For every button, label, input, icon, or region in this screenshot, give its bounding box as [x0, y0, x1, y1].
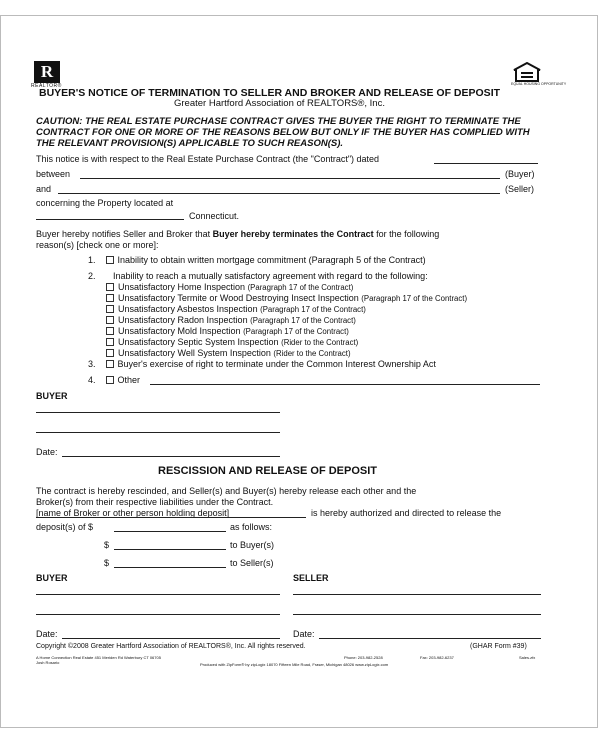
date-field[interactable] — [62, 456, 280, 457]
date-field[interactable] — [62, 638, 280, 639]
sub-reason-checkbox[interactable] — [106, 283, 114, 291]
reason-text: Inability to obtain written mortgage commitment (Paragraph 5 of the Contract) — [117, 255, 426, 265]
sub-reason-text: Unsatisfactory Mold Inspection — [118, 326, 241, 336]
reason-item — [88, 271, 428, 281]
rescission-line3b: is hereby authorized and directed to release the — [311, 508, 502, 518]
buyer-signature-label: BUYER — [36, 573, 68, 583]
sub-reason-checkbox[interactable] — [106, 305, 114, 313]
notice-body — [36, 229, 541, 239]
buyer-tag: (Buyer) — [505, 169, 535, 179]
agent-name: Josh Rosario — [36, 660, 60, 665]
reason-item — [88, 255, 426, 265]
sub-reason-text: Unsatisfactory Home Inspection — [118, 282, 246, 292]
reason-number: 4. — [88, 375, 96, 385]
buyer-amount-field[interactable] — [114, 549, 226, 550]
date-label: Date: — [36, 629, 58, 639]
other-reason-field[interactable] — [150, 384, 540, 385]
sub-reason-ref: (Rider to the Contract) — [281, 338, 359, 347]
sub-reason-text: Unsatisfactory Septic System Inspection — [118, 337, 279, 347]
sub-reason-item — [106, 315, 356, 325]
sub-reason-item — [106, 293, 467, 303]
rescission-line1: The contract is hereby rescinded, and Seller(s) and Buyer(s) hereby release each other and the — [36, 486, 417, 496]
seller-name-field[interactable] — [58, 193, 500, 194]
reason-text: Inability to reach a mutually satisfactory agreement with regard to the following: — [113, 271, 428, 281]
reason-item — [88, 375, 140, 385]
sub-reason-text: Unsatisfactory Well System Inspection — [118, 348, 271, 358]
seller-tag: (Seller) — [505, 184, 535, 194]
state-label: Connecticut. — [189, 211, 240, 221]
realtor-logo: R — [34, 61, 60, 83]
sub-reason-checkbox[interactable] — [106, 338, 114, 346]
rescission-line2: Broker(s) from their respective liabilities under the Contract. — [36, 497, 274, 507]
realtor-logo-caption: REALTOR® — [31, 83, 62, 89]
sub-reason-text: Unsatisfactory Termite or Wood Destroying Insect Inspection — [118, 293, 359, 303]
reason-item — [88, 359, 436, 369]
sub-reason-checkbox[interactable] — [106, 327, 114, 335]
reason-checkbox[interactable] — [106, 256, 114, 264]
broker-name-field[interactable] — [36, 517, 306, 518]
sub-reason-item — [106, 348, 351, 358]
reason-number: 3. — [88, 359, 96, 369]
notice-body-line2: reason(s) [check one or more]: — [36, 240, 159, 250]
seller-signature-label: SELLER — [293, 573, 329, 583]
dollar-sign: $ — [104, 540, 110, 550]
buyer-signature-line[interactable] — [36, 432, 280, 433]
deposit-label: deposit(s) of $ — [36, 522, 94, 532]
sub-reason-text: Unsatisfactory Asbestos Inspection — [118, 304, 258, 314]
seller-signature-line[interactable] — [293, 594, 541, 595]
buyer-name-field[interactable] — [80, 178, 500, 179]
seller-amount-field[interactable] — [114, 567, 226, 568]
caution-text: CAUTION: THE REAL ESTATE PURCHASE CONTRACT GIVES THE BUYER THE RIGHT TO TERMINATE THE CONTRACT FOR ONE OR MORE OF THE REASONS BELOW BUT ONLY IF THE BUYER HAS COMPLIED WITH THE RELEVANT PROVISION(S) APPLICABLE TO SUCH REASON(S). — [36, 116, 530, 149]
document-title: BUYER'S NOTICE OF TERMINATION TO SELLER AND BROKER AND RELEASE OF DEPOSIT — [39, 87, 501, 99]
and-label: and — [36, 184, 52, 194]
buyer-signature-line[interactable] — [36, 614, 280, 615]
reason-checkbox[interactable] — [106, 376, 114, 384]
reason-number: 1. — [88, 255, 96, 265]
between-label: between — [36, 169, 71, 179]
reason-text: Buyer's exercise of right to terminate under the Common Interest Ownership Act — [117, 359, 436, 369]
sub-reason-item — [106, 304, 366, 314]
sub-reason-ref: (Paragraph 17 of the Contract) — [260, 305, 366, 314]
sub-reason-ref: (Paragraph 17 of the Contract) — [250, 316, 356, 325]
sub-reason-checkbox[interactable] — [106, 349, 114, 357]
equal-housing-caption: EQUAL HOUSING OPPORTUNITY — [511, 82, 567, 86]
reason-checkbox[interactable] — [106, 360, 114, 368]
to-sellers-label: to Seller(s) — [230, 558, 274, 568]
to-buyers-label: to Buyer(s) — [230, 540, 275, 550]
rescission-title: RESCISSION AND RELEASE OF DEPOSIT — [158, 465, 378, 477]
buyer-signature-line[interactable] — [36, 412, 280, 413]
produced-by: Produced with ZipForm® by zipLogix 18070 Fifteen Mile Road, Fraser, Michigan 48026 www.zipLogix.com — [200, 662, 389, 667]
sub-reason-ref: (Paragraph 17 of the Contract) — [243, 327, 349, 336]
sub-reason-ref: (Paragraph 17 of the Contract) — [247, 283, 354, 292]
reason-text: Other — [117, 375, 141, 385]
buyer-signature-label: BUYER — [36, 391, 68, 401]
sub-reason-ref: (Paragraph 17 of the Contract) — [361, 294, 468, 303]
equal-housing-icon — [512, 62, 542, 82]
date-label: Date: — [36, 447, 58, 457]
dollar-sign: $ — [104, 558, 110, 568]
rescission-line3a: [name of Broker or other person holding deposit] — [36, 508, 230, 518]
property-label: concerning the Property located at — [36, 198, 174, 208]
document-subtitle: Greater Hartford Association of REALTORS®, Inc. — [174, 98, 385, 109]
property-address-field[interactable] — [36, 219, 184, 220]
notice-body-bold: Buyer hereby terminates the Contract — [212, 229, 374, 239]
seller-signature-line[interactable] — [293, 614, 541, 615]
sub-reason-item — [106, 337, 358, 347]
deposit-amount-field[interactable] — [114, 531, 226, 532]
sub-reason-item — [106, 326, 349, 336]
sales-file: Sales.zfx — [519, 655, 536, 660]
notice-body-part1: Buyer hereby notifies Seller and Broker that — [36, 229, 211, 239]
office-info: A Home Connection Real Estate 451 Meriden Rd Waterbury CT 06705 — [36, 655, 161, 660]
phone-info: Phone: 203-982-2528 — [344, 655, 383, 660]
sub-reason-checkbox[interactable] — [106, 294, 114, 302]
form-number: (GHAR Form #39) — [470, 643, 527, 650]
buyer-signature-line[interactable] — [36, 594, 280, 595]
sub-reason-checkbox[interactable] — [106, 316, 114, 324]
date-field[interactable] — [319, 638, 541, 639]
sub-reason-text: Unsatisfactory Radon Inspection — [118, 315, 248, 325]
notice-intro: This notice is with respect to the Real Estate Purchase Contract (the "Contract") dated — [36, 154, 380, 164]
notice-body-part2: for the following — [376, 229, 440, 239]
sub-reason-ref: (Rider to the Contract) — [273, 349, 351, 358]
copyright-text: Copyright ©2008 Greater Hartford Association of REALTORS®, Inc. All rights reserved. — [36, 643, 306, 650]
as-follows-label: as follows: — [230, 522, 273, 532]
reason-number: 2. — [88, 271, 96, 281]
contract-date-field[interactable] — [434, 163, 538, 164]
sub-reason-item — [106, 282, 353, 292]
date-label: Date: — [293, 629, 315, 639]
fax-info: Fax: 203-982-6237 — [420, 655, 454, 660]
